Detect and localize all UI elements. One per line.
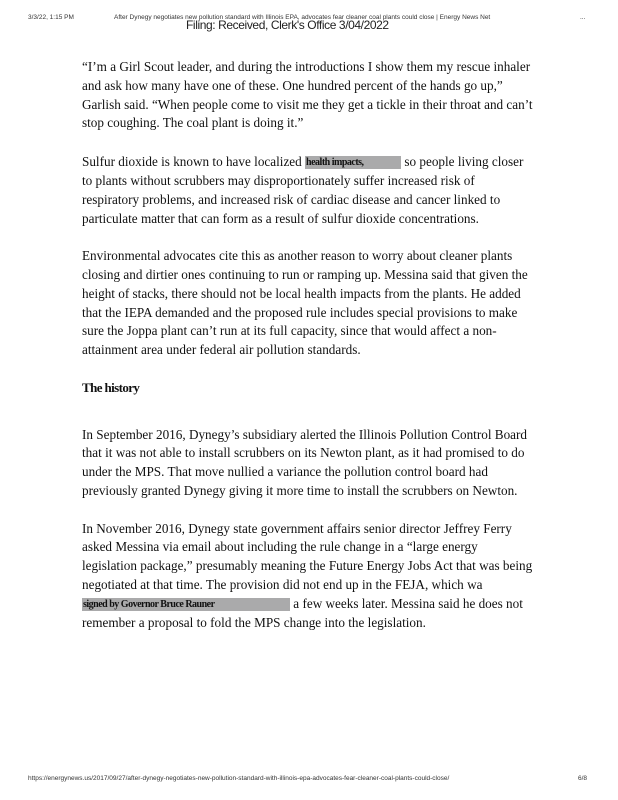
paragraph-text: In November 2016, Dynegy state government affairs senior director Jeffrey Ferry asked Messina via email about including the rule change in a “large energy legislation package,” presumably meaning the Future Energy Jobs Act that was being negotiated at that time. The provision did not end up in the FEJA, which wa bbox=[82, 520, 533, 592]
paragraph-sulfur-dioxide bbox=[82, 153, 534, 228]
section-heading-history: The history bbox=[82, 379, 140, 395]
health-impacts-link[interactable]: health impacts, bbox=[305, 156, 401, 169]
paragraph-text: so people living closer to plants without scrubbers may disproportionately suffer increased risk of respiratory problems, and increased risk of cardiac disease and cancer linked to particulate matter that can form as a result of sulfur dioxide concentrations. bbox=[82, 154, 524, 226]
page-title: After Dynegy negotiates new pollution standard with Illinois EPA, advocates fear cleaner coal plants could close | Energy News Net bbox=[114, 14, 491, 21]
footer-url: https://energynews.us/2017/09/27/after-dynegy-negotiates-new-pollution-standard-with-illinois-epa-advocates-fear-cleaner-coal-plants-could-close/ bbox=[28, 775, 450, 782]
paragraph-september-2016: In September 2016, Dynegy’s subsidiary alerted the Illinois Pollution Control Board that it was not able to install scrubbers on its Newton plant, as it had promised to do under the MPS. That move nullied a variance the pollution control board had previously granted Dynegy giving it more time to install the scrubbers on Newton. bbox=[82, 426, 528, 498]
paragraph-text: Sulfur dioxide is known to have localized bbox=[82, 154, 306, 170]
paragraph-environmental-advocates: Environmental advocates cite this as another reason to worry about cleaner plants closing and dirtier ones continuing to run or ramping up. Messina said that given the height of stacks, there should not be local health impacts from the plants. He added that the IEPA demanded and the proposed rule includes special provisions to make sure the Joppa plant can’t run at its full capacity, since that would affect a non-attainment area under federal air pollution standards. bbox=[82, 248, 528, 358]
paragraph-text: a few weeks later. Messina said he does not remember a proposal to fold the MPS change into the legislation. bbox=[82, 595, 523, 630]
article-body bbox=[82, 58, 534, 651]
page-number: 6/8 bbox=[578, 775, 588, 782]
paragraph-november-2016 bbox=[82, 520, 534, 633]
paragraph-quote: “I’m a Girl Scout leader, and during the introductions I show them my rescue inhaler and ask how many have one of these. One hundred percent of the hands go up,” Garlish said. “When people come to visit me they get a tickle in their throat and can’t stop coughing. The coal plant is doing it.” bbox=[82, 59, 533, 131]
print-date: 3/3/22, 1:15 PM bbox=[28, 14, 74, 21]
header-ellipsis: ... bbox=[580, 14, 586, 21]
filing-stamp: Filing: Received, Clerk's Office 3/04/2022 bbox=[186, 18, 389, 32]
signed-by-governor-link[interactable]: signed by Governor Bruce Rauner bbox=[82, 598, 290, 611]
